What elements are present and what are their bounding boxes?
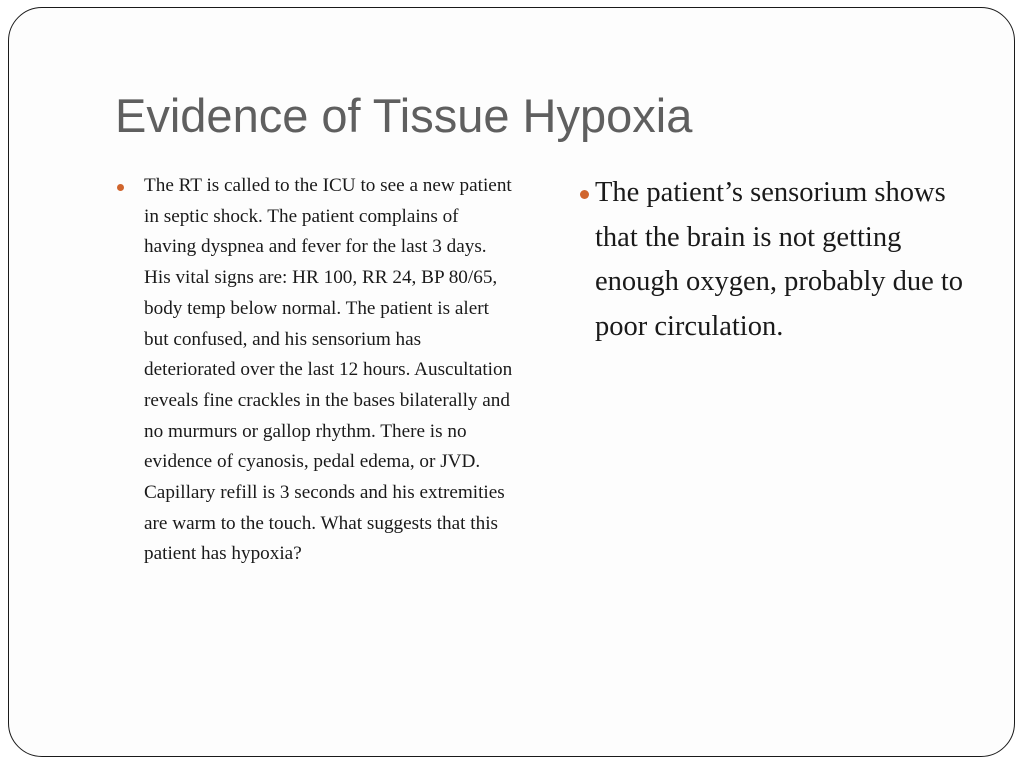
left-column: [115, 171, 515, 570]
bullet-dot-icon: [117, 184, 124, 191]
slide-title: Evidence of Tissue Hypoxia: [115, 89, 693, 142]
right-bullet-item: [589, 171, 969, 349]
answer-text: The patient’s sensorium shows that the brain is not getting enough oxygen, probably due to poor circulation.: [595, 177, 964, 342]
slide: [8, 7, 1015, 757]
left-bullet-item: [115, 171, 515, 570]
case-description-text: The RT is called to the ICU to see a new patient in septic shock. The patient complains of having dyspnea and fever for the last 3 days. His vital signs are: HR 100, RR 24, BP 80/65, body temp below normal. The patient is alert but confused, and his sensorium has deteriorated over the last 12 hours. Auscultation reveals fine crackles in the bases bilaterally and no murmurs or gallop rhythm. There is no evidence of cyanosis, pedal edema, or JVD. Capillary refill is 3 seconds and his extremities are warm to the touch. What suggests that this patient has hypoxia?: [144, 175, 513, 565]
bullet-dot-icon: [580, 190, 589, 199]
right-column: [589, 171, 969, 349]
